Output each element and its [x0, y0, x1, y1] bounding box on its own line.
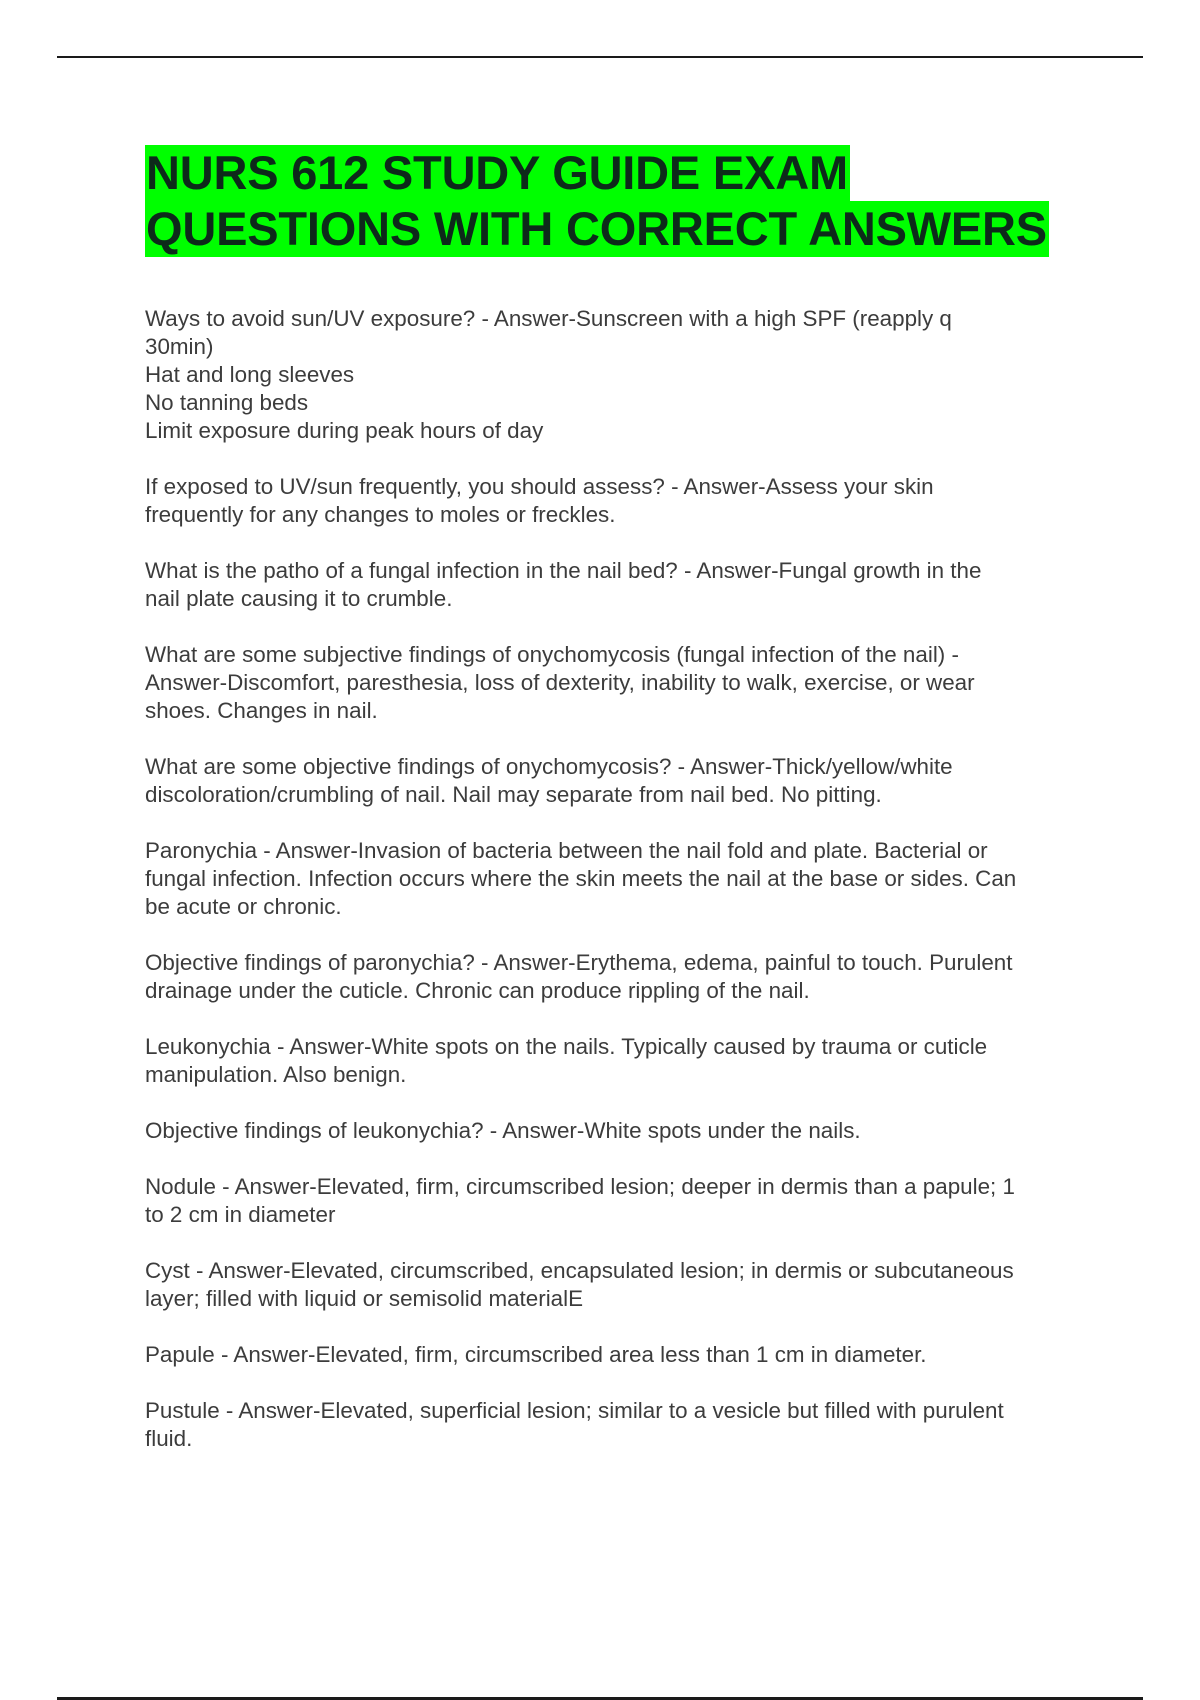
- document-body: [145, 145, 1090, 1481]
- qa-item: [145, 1173, 1090, 1229]
- qa-line: No tanning beds: [145, 390, 309, 415]
- qa-line: Objective findings of paronychia? - Answer-Erythema, edema, painful to touch. Purulent: [145, 950, 1013, 975]
- qa-line: Paronychia - Answer-Invasion of bacteria between the nail fold and plate. Bacterial or: [145, 838, 988, 863]
- qa-line: Nodule - Answer-Elevated, firm, circumscribed lesion; deeper in dermis than a papule; 1: [145, 1174, 1015, 1199]
- qa-item: [145, 305, 1090, 445]
- qa-item: [145, 473, 1090, 529]
- qa-line: Cyst - Answer-Elevated, circumscribed, encapsulated lesion; in dermis or subcutaneous: [145, 1258, 1014, 1283]
- qa-line: What are some subjective findings of onychomycosis (fungal infection of the nail) -: [145, 642, 959, 667]
- top-rule: [57, 56, 1143, 58]
- qa-line: What are some objective findings of onychomycosis? - Answer-Thick/yellow/white: [145, 754, 953, 779]
- qa-line: 30min): [145, 334, 214, 359]
- qa-line: nail plate causing it to crumble.: [145, 586, 453, 611]
- qa-line: layer; filled with liquid or semisolid materialE: [145, 1286, 584, 1311]
- qa-line: frequently for any changes to moles or freckles.: [145, 502, 616, 527]
- qa-line: Answer-Discomfort, paresthesia, loss of dexterity, inability to walk, exercise, or wear: [145, 670, 975, 695]
- qa-line: Leukonychia - Answer-White spots on the nails. Typically caused by trauma or cuticle: [145, 1034, 988, 1059]
- qa-item: [145, 1257, 1090, 1313]
- qa-item: [145, 1397, 1090, 1453]
- qa-line: be acute or chronic.: [145, 894, 342, 919]
- qa-line: manipulation. Also benign.: [145, 1062, 407, 1087]
- qa-item: [145, 557, 1090, 613]
- qa-item: [145, 1033, 1090, 1089]
- qa-list: [145, 305, 1090, 1453]
- qa-line: shoes. Changes in nail.: [145, 698, 378, 723]
- title-line-1: NURS 612 STUDY GUIDE EXAM: [146, 146, 848, 199]
- qa-line: Hat and long sleeves: [145, 362, 355, 387]
- qa-line: Ways to avoid sun/UV exposure? - Answer-Sunscreen with a high SPF (reapply q: [145, 306, 952, 331]
- qa-item: [145, 949, 1090, 1005]
- title-line-2: QUESTIONS WITH CORRECT ANSWERS: [146, 202, 1047, 255]
- qa-line: to 2 cm in diameter: [145, 1202, 336, 1227]
- qa-line: Papule - Answer-Elevated, firm, circumscribed area less than 1 cm in diameter.: [145, 1342, 927, 1367]
- qa-line: What is the patho of a fungal infection in the nail bed? - Answer-Fungal growth in the: [145, 558, 982, 583]
- qa-item: [145, 641, 1090, 725]
- qa-item: [145, 837, 1090, 921]
- document-title: [145, 145, 1090, 257]
- qa-line: Objective findings of leukonychia? - Answer-White spots under the nails.: [145, 1118, 861, 1143]
- qa-item: [145, 1341, 1090, 1369]
- qa-line: drainage under the cuticle. Chronic can produce rippling of the nail.: [145, 978, 810, 1003]
- qa-line: fluid.: [145, 1426, 193, 1451]
- qa-line: Pustule - Answer-Elevated, superficial lesion; similar to a vesicle but filled with purulent: [145, 1398, 1004, 1423]
- qa-line: Limit exposure during peak hours of day: [145, 418, 544, 443]
- qa-line: discoloration/crumbling of nail. Nail may separate from nail bed. No pitting.: [145, 782, 882, 807]
- qa-item: [145, 1117, 1090, 1145]
- qa-item: [145, 753, 1090, 809]
- qa-line: If exposed to UV/sun frequently, you should assess? - Answer-Assess your skin: [145, 474, 934, 499]
- qa-line: fungal infection. Infection occurs where the skin meets the nail at the base or sides. Can: [145, 866, 1017, 891]
